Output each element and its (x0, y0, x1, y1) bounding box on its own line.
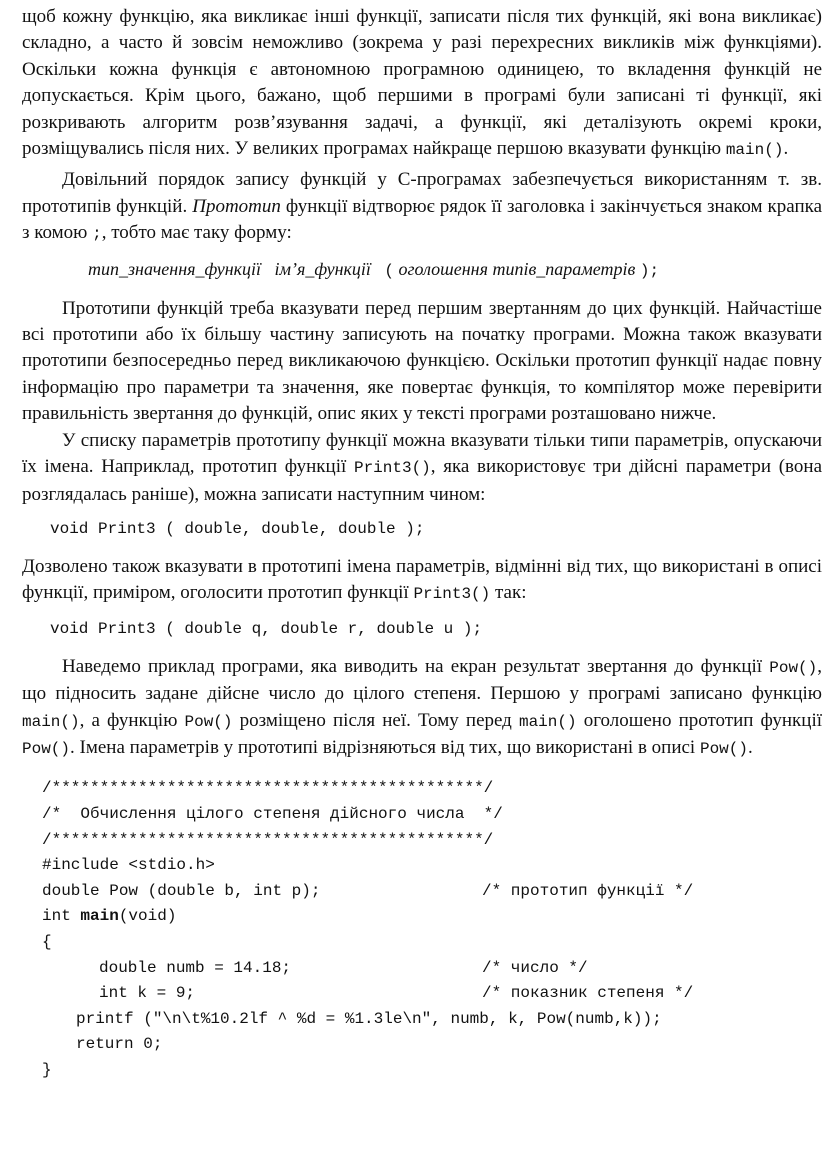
code-example-1: void Print3 ( double, double, double ); (50, 519, 425, 538)
inline-code-print3-2: Print3() (413, 585, 491, 604)
paragraph-6-d: розміщено після неї. Тому перед (239, 709, 512, 731)
comment-title: /* Обчислення цілого степеня дійсного числа */ (42, 804, 503, 823)
decl-k-line (42, 981, 822, 1007)
inline-code-main: main() (725, 141, 784, 160)
paragraph-6-e: оголошено прототип функції (583, 709, 823, 731)
paragraph-2-start: Довільний порядок запису функцій у С-програмах забезпечується використанням т. зв. прототипів функцій. (22, 169, 822, 217)
prototype-line (42, 879, 822, 905)
prototype-form (22, 256, 822, 284)
prototype-code: double Pow (double b, int p); (42, 881, 321, 900)
comment-border-bottom: /*********************************************/ (42, 830, 494, 849)
comment-border-top: /*********************************************/ (42, 779, 494, 798)
code-example-2: void Print3 ( double q, double r, double u ); (50, 619, 483, 638)
paragraph-6 (22, 654, 822, 763)
paragraph-5-start: Дозволено також вказувати в прототипі імена параметрів, відмінні від тих, що використані в описі функції, приміром, оголосити прототип функції (22, 555, 822, 604)
proto-form-function-name: ім’я_функції (274, 258, 371, 279)
proto-form-return-type: тип_значення_функції (88, 258, 262, 279)
inline-code-main-2: main() (22, 712, 80, 731)
inline-code-main-3: main() (518, 712, 577, 731)
prototype-comment: /* прототип функції */ (482, 881, 694, 900)
main-return-type: int (42, 907, 81, 926)
open-brace: { (42, 932, 52, 951)
decl-numb-line (42, 956, 822, 982)
main-params: (void) (118, 907, 177, 926)
document-page (22, 0, 822, 1083)
paragraph-4-end: , яка використовує три дійсні параметри (вона розглядалась раніше), можна записати наступним чином: (22, 456, 823, 505)
inline-code-pow-1: Pow() (769, 658, 818, 677)
main-name: main (80, 907, 119, 926)
inline-code-pow-4: Pow() (699, 739, 748, 758)
decl-k-code: int k = 9; (99, 984, 196, 1003)
paragraph-6-c: , а функцію (79, 709, 178, 731)
paragraph-2-end: , тобто має таку форму: (101, 222, 292, 244)
paragraph-1 (22, 4, 822, 163)
proto-form-semicolon: ; (649, 261, 660, 280)
paragraph-6-g: . (747, 736, 753, 758)
term-prototype: Прототип (192, 195, 281, 217)
inline-code-print3: Print3() (353, 459, 431, 478)
paragraph-2 (22, 167, 822, 247)
paragraph-1-end: . (783, 138, 789, 160)
paragraph-4 (22, 428, 822, 508)
paragraph-4-start: У списку параметрів прототипу функції можна вказувати тільки типи параметрів, опускаючи їх імена. Наприклад, прототип функції (22, 429, 822, 478)
paragraph-6-b: , що підносить задане дійсне число до цілого степеня. Першою у програмі записано функцію (22, 655, 822, 705)
paragraph-6-f: . Імена параметрів у прототипі відрізняються від тих, що використані в описі (70, 736, 696, 758)
program-listing (22, 776, 822, 1083)
paragraph-6-a: Наведемо приклад програми, яка виводить на екран результат звертання до функції (62, 655, 763, 677)
paragraph-5-end: так: (495, 582, 527, 604)
paragraph-5 (22, 554, 822, 608)
include-directive: #include <stdio.h> (42, 856, 215, 875)
proto-form-param-types: оголошення типів_параметрів (398, 258, 636, 279)
printf-line: printf ("\n\t%10.2lf ^ %d = %1.3le\n", numb, k, Pow(numb,k)); (76, 1009, 662, 1028)
paragraph-1-text: щоб кожну функцію, яка викликає інші функції, записати після тих функцій, які вона викликає) складно, а часто й зовсім неможливо (зокрема у разі перехресних викликів між функціями). Оскільки кожна функція є автономною програмною одиницею, то вкладення функцій не допускається. Крім цього, бажано, щоб першими в програмі були записані ті функції, які розкривають алгоритм розв’язування задачі, а функції, які деталізують окремі кроки, розміщувались після них. У великих програмах найкраще першою вказувати функцію (22, 6, 822, 160)
inline-code-pow-2: Pow() (184, 712, 233, 731)
paragraph-3: Прототипи функцій треба вказувати перед першим звертанням до цих функцій. Найчастіше всі прототипи або їх більшу частину записують на початку програми. Можна також вказувати прототипи безпосередньо перед викликаючою функцією. Оскільки прототип функції надає повну інформацію про параметри та значення, яке повертає функція, то компілятор може перевірити правильність звертання до функцій, опис яких у тексті програми розташовано нижче. (22, 297, 822, 425)
decl-numb-comment: /* число */ (482, 958, 588, 977)
inline-code-pow-3: Pow() (22, 739, 71, 758)
decl-k-comment: /* показник степеня */ (482, 984, 694, 1003)
return-line: return 0; (76, 1035, 163, 1054)
proto-form-paren-close: ) (639, 261, 650, 280)
paragraph-2-mid: функції відтворює рядок її заголовка і закінчується знаком крапка з комою (22, 195, 822, 244)
decl-numb-code: double numb = 14.18; (99, 958, 292, 977)
proto-form-paren-open: ( (384, 261, 395, 280)
inline-code-semicolon: ; (92, 225, 102, 244)
close-brace: } (42, 1060, 52, 1079)
main-signature (42, 904, 822, 930)
